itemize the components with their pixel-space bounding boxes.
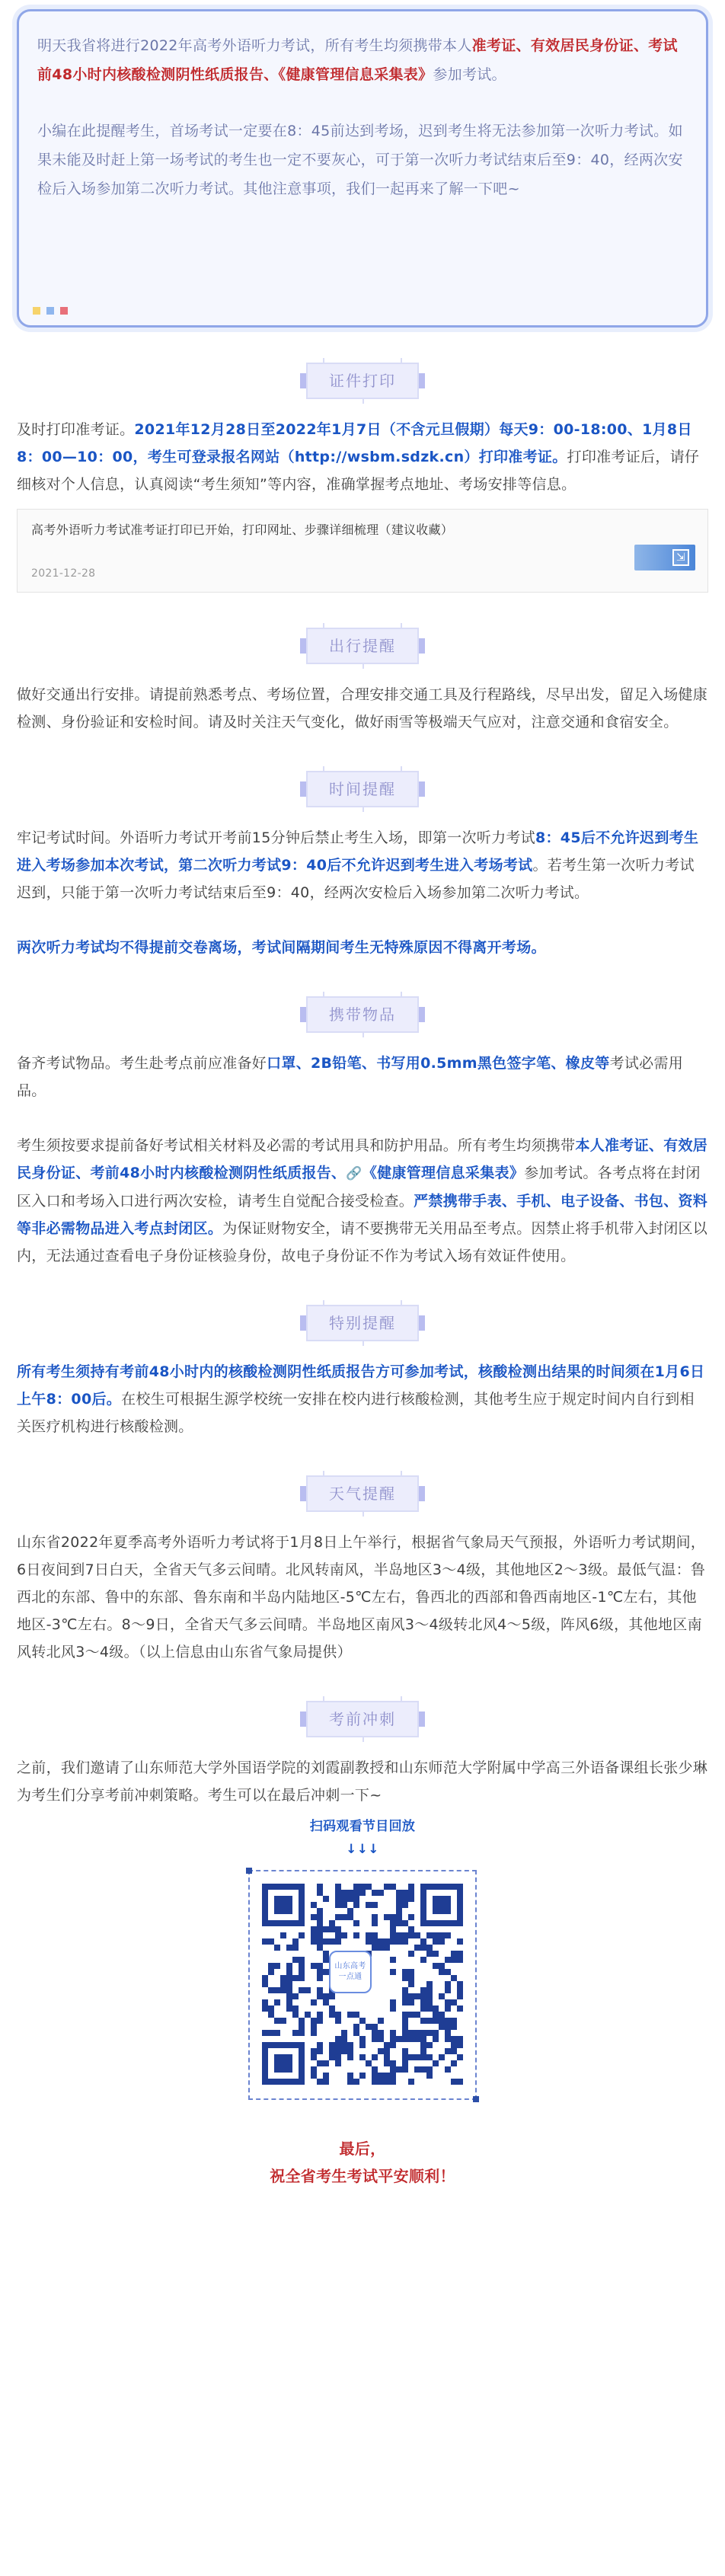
link-icon[interactable]: 🔗 — [346, 1166, 362, 1181]
s1-text-end: 打印准考证后，请仔细核对个人信息，认真阅读“考生须知”等内容，准确掌握考点地址、考场安排等信息。 — [17, 449, 700, 493]
qr-caption: 扫码观看节目回放 — [309, 1819, 416, 1834]
s4-highlight-docs: 本人准考证、有效居民身份证、考前48小时内核酸检测阴性纸质报告、 — [17, 1137, 708, 1181]
s1-highlight: 2021年12月28日至2022年1月7日（不含元旦假期）每天9：00-18:00、1月8日8：00—10：00，考生可登录报名网站（http://wsbm.sdzk.cn）打印准考证。 — [17, 421, 692, 465]
s3-text-end: 。若考生第一次听力考试迟到，只能于第一次听力考试结束后至9：40，经两次安检后入场参加第二次听力考试。 — [17, 857, 695, 901]
dot-red — [60, 307, 68, 315]
s4-text-end: 考试必需用品。 — [17, 1055, 684, 1099]
section-badge — [306, 628, 419, 664]
intro-required-docs: 准考证、有效居民身份证、考试前48小时内核酸检测阴性纸质报告、《健康管理信息采集表》 — [37, 37, 678, 83]
s5-text: 在校生可根据生源学校统一安排在校内进行核酸检测，其他考生应于规定时间内自行到相关医疗机构进行核酸检测。 — [17, 1391, 695, 1435]
closing-message — [0, 2135, 725, 2190]
s6-paragraph: 山东省2022年夏季高考外语听力考试将于1月8日上午举行，根据省气象局天气预报，外语听力考试期间，6日夜间到7日白天，全省天气多云间晴。北风转南风，半岛地区3～4级，其他地区2～3级。最低气温：鲁西北的东部、鲁中的东部、鲁东南和半岛内陆地区-5℃左右，鲁西北的西部和鲁西南地区-1℃左右，其他地区-3℃左右。8～9日，全省天气多云间晴。半岛地区南风3～4级转北风4～5级，阵风6级，其他地区南风转北风3～4级。（以上信息由山东省气象局提供） — [17, 1534, 706, 1660]
section-header-id-print — [0, 363, 725, 399]
related-article-date: 2021-12-28 — [31, 567, 96, 580]
related-article-thumbnail[interactable] — [634, 545, 695, 570]
section-title: 考前冲刺 — [329, 1710, 396, 1728]
s5-paragraph — [0, 1358, 725, 1440]
section-header-items — [0, 996, 725, 1033]
section-header-special — [0, 1305, 725, 1341]
s1-text: 及时打印准考证。 — [17, 421, 135, 438]
section-title: 时间提醒 — [329, 780, 396, 798]
section-header-time — [0, 771, 725, 807]
s4-text: 考生须按要求提前备好考试相关材料及必需的考试用具和防护用品。所有考生均须携带 — [17, 1137, 576, 1154]
intro-paragraph-1 — [37, 31, 688, 89]
s3-highlight: 8：45后不允许迟到考生进入考场参加本次考试，第二次听力考试9：40后不允许迟到考生进入考场考试 — [17, 829, 699, 874]
section-badge — [306, 771, 419, 807]
s4-highlight-form[interactable]: 《健康管理信息采集表》 — [362, 1165, 525, 1181]
decorative-dots — [33, 307, 68, 315]
intro-card — [17, 9, 708, 328]
s3-text: 牢记考试时间。外语听力考试开考前15分钟后禁止考生入场，即第一次听力考试 — [17, 829, 535, 846]
section-header-weather — [0, 1475, 725, 1512]
section-title: 出行提醒 — [329, 637, 396, 655]
section-title: 天气提醒 — [329, 1485, 396, 1503]
s7-paragraph: 之前，我们邀请了山东师范大学外国语学院的刘霞副教授和山东师范大学附属中学高三外语备课组长张少琳为考生们分享考前冲刺策略。考生可以在最后冲刺一下~ — [17, 1759, 708, 1804]
section-badge — [306, 996, 419, 1033]
s4-text: 备齐考试物品。考生赴考点前应准备好 — [17, 1055, 267, 1072]
qr-logo: 山东高考 一点通 — [329, 1951, 372, 1993]
intro-text-end: 参加考试。 — [433, 66, 506, 83]
section-badge — [306, 1305, 419, 1341]
s3-paragraph-2: 两次听力考试均不得提前交卷离场，考试间隔期间考生无特殊原因不得离开考场。 — [17, 939, 546, 956]
s4-paragraph-1 — [0, 1050, 725, 1104]
dot-blue — [46, 307, 54, 315]
down-arrows-icon: ↓↓↓ — [346, 1842, 379, 1857]
related-article-card[interactable] — [17, 509, 708, 593]
intro-card-wrap — [17, 9, 708, 328]
s4-paragraph-2 — [0, 1132, 725, 1270]
section-badge — [306, 363, 419, 399]
frame-corner — [246, 1868, 252, 1874]
closing-line-1: 最后， — [339, 2140, 386, 2158]
section-badge — [306, 1475, 419, 1512]
s4-highlight-prohibited: 严禁携带手表、手机、电子设备、书包、资料等非必需物品进入考点封闭区。 — [17, 1193, 708, 1237]
section-title: 特别提醒 — [329, 1314, 396, 1332]
section-title: 携带物品 — [329, 1005, 396, 1024]
closing-line-2: 祝全省考生考试平安顺利！ — [270, 2167, 455, 2185]
section-title: 证件打印 — [329, 372, 396, 390]
open-icon: ⇲ — [672, 549, 689, 566]
section-header-sprint — [0, 1701, 725, 1737]
s5-highlight: 所有考生须持有考前48小时内的核酸检测阴性纸质报告方可参加考试，核酸检测出结果的时间须在1月6日上午8：00后。 — [17, 1363, 705, 1408]
s4-highlight: 口罩、2B铅笔、书写用0.5mm黑色签字笔、橡皮等 — [267, 1055, 610, 1072]
section-badge — [306, 1701, 419, 1737]
related-article-title[interactable]: 高考外语听力考试准考证打印已开始，打印网址、步骤详细梳理（建议收藏） — [31, 523, 454, 537]
s3-paragraph-1 — [0, 824, 725, 906]
section-header-travel — [0, 628, 725, 664]
intro-text: 明天我省将进行2022年高考外语听力考试，所有考生均须携带本人 — [37, 37, 472, 54]
qr-code-frame[interactable] — [248, 1870, 477, 2100]
s4-text-end: 为保证财物安全，请不要携带无关用品至考点。因禁止将手机带入封闭区以内，无法通过查看电子身份证核验身份，故电子身份证不作为考试入场有效证件使用。 — [17, 1220, 708, 1264]
s1-paragraph — [0, 416, 725, 498]
s2-paragraph: 做好交通出行安排。请提前熟悉考点、考场位置，合理安排交通工具及行程路线，尽早出发，留足入场健康检测、身份验证和安检时间。请及时关注天气变化，做好雨雪等极端天气应对，注意交通和食宿安全。 — [17, 686, 708, 730]
s4-text-mid: 参加考试。各考点将在封闭区入口和考场入口进行两次安检，请考生自觉配合接受检查。 — [17, 1165, 701, 1210]
dot-yellow — [33, 307, 40, 315]
intro-paragraph-2: 小编在此提醒考生，首场考试一定要在8：45前达到考场，迟到考生将无法参加第一次听力考试。如果未能及时赶上第一场考试的考生也一定不要灰心，可于第一次听力考试结束后至9：40，经两次安检后入场参加第二次听力考试。其他注意事项，我们一起再来了解一下吧~ — [37, 123, 683, 197]
frame-corner — [473, 2096, 479, 2102]
